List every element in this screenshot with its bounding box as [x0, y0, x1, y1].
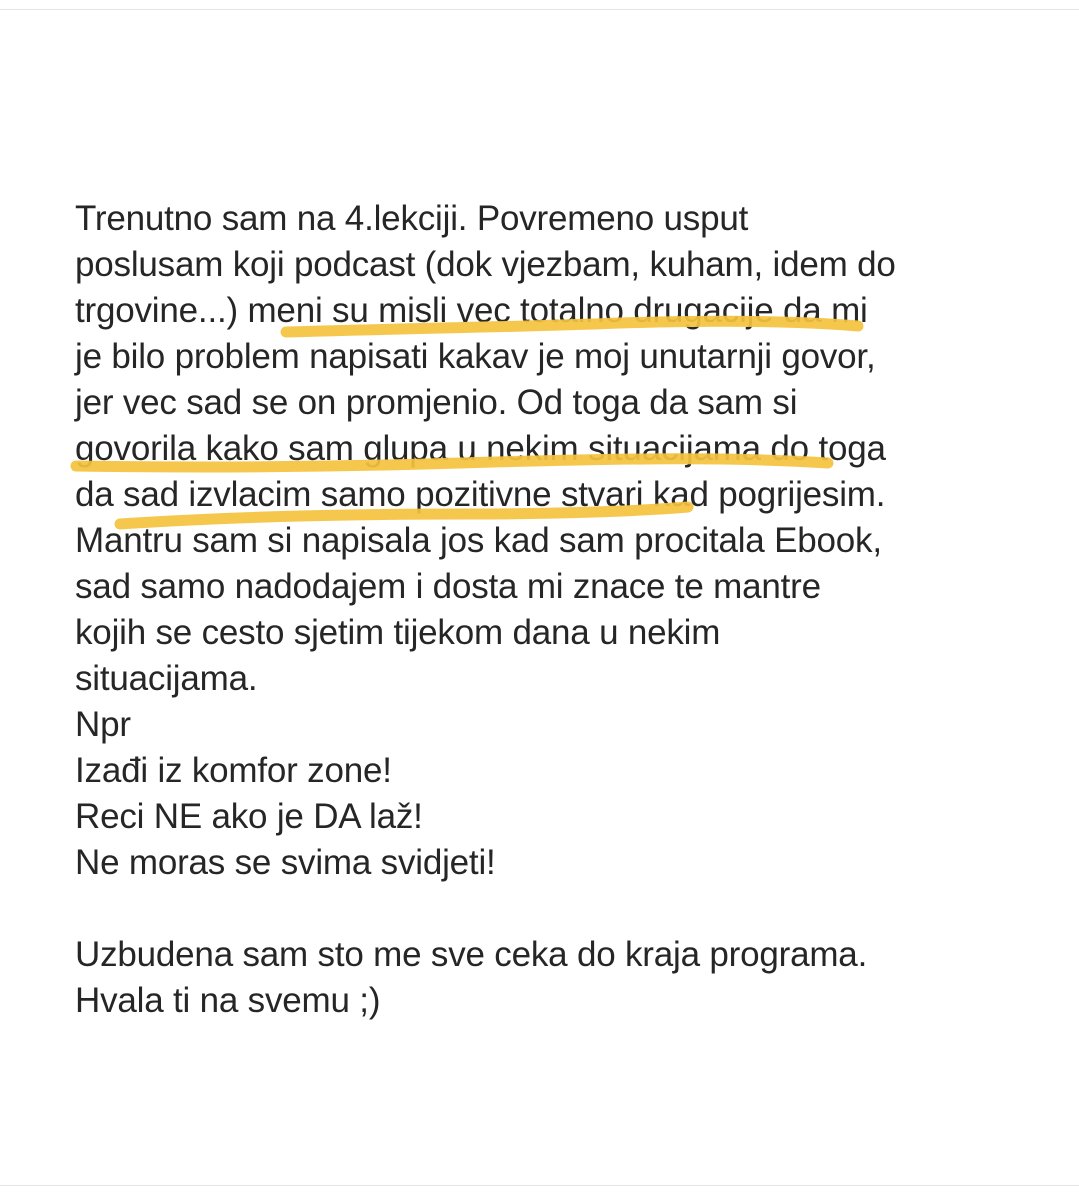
message-line-3: trgovine...) meni su misli vec totalno drugacije da mi [75, 291, 868, 330]
message-text [75, 196, 1055, 1024]
message-line-2: poslusam koji podcast (dok vjezbam, kuham, idem do [75, 245, 896, 284]
message-line-17: Uzbudena sam sto me sve ceka do kraja programa. [75, 935, 868, 974]
message-line-7: da sad izvlacim samo pozitivne stvari kad pogrijesim. [75, 475, 886, 514]
message-line-9: sad samo nadodajem i dosta mi znace te mantre [75, 567, 821, 606]
top-divider [0, 9, 1079, 10]
message-line-10: kojih se cesto sjetim tijekom dana u nekim [75, 613, 721, 652]
message-line-8: Mantru sam si napisala jos kad sam procitala Ebook, [75, 521, 882, 560]
message-line-6: govorila kako sam glupa u nekim situacijama do toga [75, 429, 886, 468]
message-line-18: Hvala ti na svemu ;) [75, 981, 381, 1020]
message-blank-line [75, 886, 1055, 932]
message-line-1: Trenutno sam na 4.lekciji. Povremeno usput [75, 199, 749, 238]
bottom-divider [0, 1185, 1079, 1186]
message-line-15: Ne moras se svima svidjeti! [75, 843, 496, 882]
message-line-5: jer vec sad se on promjenio. Od toga da sam si [75, 383, 798, 422]
message-line-11: situacijama. [75, 659, 258, 698]
message-line-4: je bilo problem napisati kakav je moj unutarnji govor, [75, 337, 876, 376]
message-line-13: Izađi iz komfor zone! [75, 751, 392, 790]
message-line-12: Npr [75, 705, 131, 744]
message-line-14: Reci NE ako je DA laž! [75, 797, 423, 836]
